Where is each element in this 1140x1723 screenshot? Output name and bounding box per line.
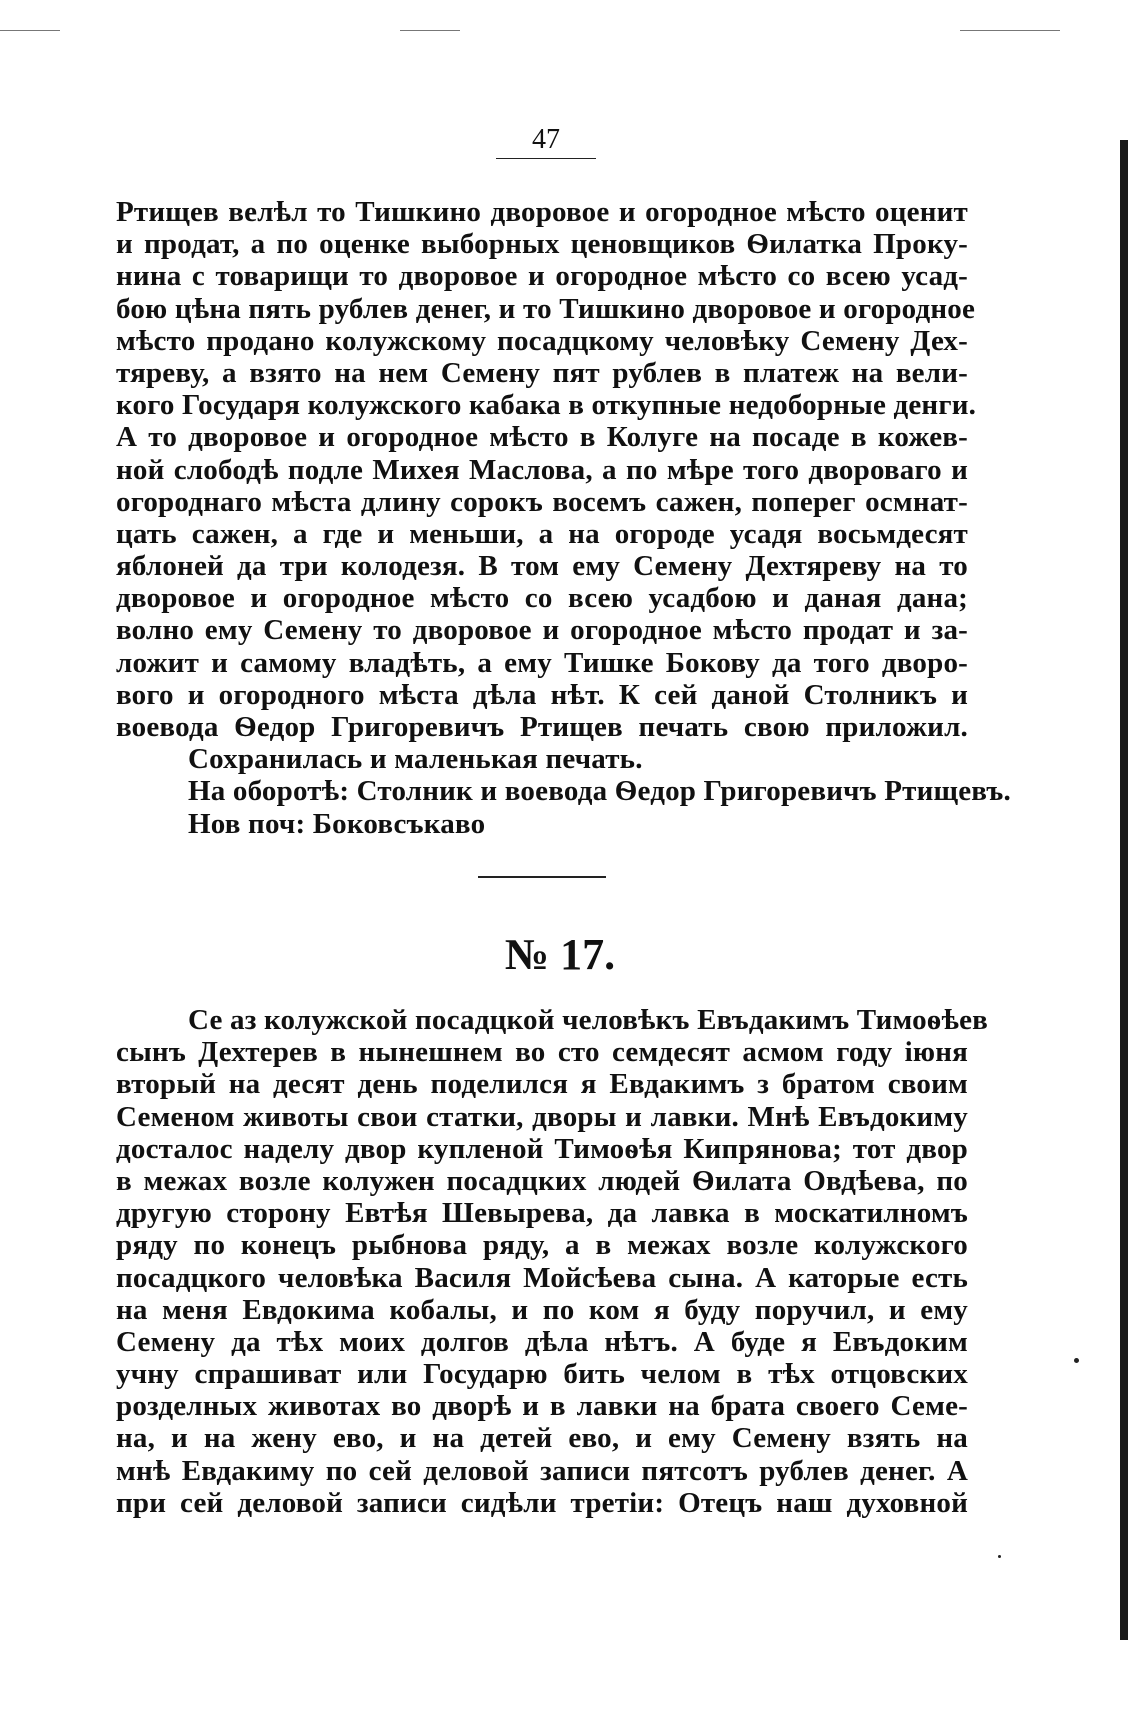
text-line: волно ему Семену то дворовое и огородное мѣсто продат и за- [116, 614, 968, 647]
text-line: вторый на десят день поделился я Евдакимъ з братом своим [116, 1068, 968, 1101]
note-line: Сохранилась и маленькая печать. [188, 743, 643, 776]
text-line: досталос наделу двор купленой Тимоѳѣя Кипрянова; тот двор [116, 1132, 968, 1165]
text-line: на меня Евдокима кобалы, и по ком я буду поручил, и ему [116, 1293, 968, 1326]
note-line: На оборотѣ: Столник и воевода Ѳедор Григоревичъ Ртищевъ. [188, 775, 1011, 808]
text-line: яблоней да три колодезя. В том ему Семену Дехтяреву на то [116, 550, 968, 583]
scan-edge-mark [960, 30, 1060, 31]
text-line: тяреву, а взято на нем Семену пят рублев в платеж на вели- [116, 356, 968, 389]
text-line: кого Государя колужского кабака в откупные недоборные денги. [116, 389, 977, 422]
text-line: мнѣ Евдакиму по сей деловой записи пятсотъ рублев денег. А [116, 1454, 968, 1487]
text-line: Семену да тѣх моих долгов дѣла нѣтъ. А буде я Евъдоким [116, 1325, 968, 1358]
text-line: бою цѣна пять рублев денег, и то Тишкино дворовое и огородное [116, 292, 976, 325]
section-divider [478, 876, 606, 878]
text-line: посадцкого человѣка Василя Мойсѣева сына. А каторые есть [116, 1261, 968, 1294]
text-line: в межах возле колужен посадцких людей Ѳилата Овдѣева, по [116, 1164, 968, 1197]
text-line: розделных животах во дворѣ и в лавки на брата своего Семе- [116, 1390, 968, 1423]
page-edge-shadow [1120, 140, 1128, 1640]
scan-edge-mark [400, 30, 460, 31]
text-line: вого и огородного мѣста дѣла нѣт. К сей даной Столникъ и [116, 678, 968, 711]
text-line: нина с товарищи то дворовое и огородное мѣсто со всею усад- [116, 260, 968, 293]
section-1-body [116, 196, 1011, 840]
text-line: ряду по конецъ рыбнова ряду, а в межах возле колужского [116, 1229, 968, 1262]
text-line: цать сажен, а где и меньши, а на огороде усадя восьмдесят [116, 517, 968, 550]
scan-edge-mark [0, 30, 60, 31]
text-line: на, и на жену ево, и на детей ево, и ему Семену взять на [116, 1422, 968, 1455]
text-line: дворовое и огородное мѣсто со всею усадбою и даная дана; [116, 582, 968, 615]
text-line: другую сторону Евтѣя Шевырева, да лавка в москатилномъ [116, 1197, 968, 1230]
text-line: огороднаго мѣста длину сорокъ восемъ сажен, поперег осмнат- [116, 485, 968, 518]
text-line: и продат, а по оценке выборных ценовщиков Ѳилатка Проку- [116, 228, 968, 261]
page-number: 47 [496, 124, 596, 159]
text-line: при сей деловой записи сидѣли третіи: Отецъ наш духовной [116, 1486, 968, 1519]
text-line: Семеном животы свои статки, дворы и лавки. Мнѣ Евъдокиму [116, 1100, 968, 1133]
note-line: Нов поч: Боковсъкаво [188, 807, 486, 840]
text-line: ной слободѣ подле Михея Маслова, а по мѣре того двороваго и [116, 453, 968, 486]
text-line: учну спрашиват или Государю бить челом в тѣх отцовских [116, 1358, 968, 1391]
document-number-heading: № 17. [504, 930, 616, 979]
text-line: сынъ Дехтерев в нынешнем во сто семдесят асмом году іюня [116, 1036, 968, 1069]
scan-speck [1074, 1358, 1079, 1363]
text-line: ложит и самому владѣть, а ему Тишке Бокову да того дворо- [116, 646, 968, 679]
text-line: А то дворовое и огородное мѣсто в Колуге на посаде в кожев- [116, 421, 968, 454]
text-line: воевода Ѳедор Григоревичъ Ртищев печать свою приложил. [116, 711, 968, 743]
text-line: Се аз колужской посадцкой человѣкъ Евъдакимъ Тимоѳѣев [188, 1004, 989, 1036]
text-line: мѣсто продано колужскому посадцкому человѣку Семену Дех- [116, 324, 968, 357]
section-2-body [116, 1004, 989, 1519]
scan-speck [998, 1555, 1001, 1558]
text-line: Ртищев велѣл то Тишкино дворовое и огородное мѣсто оценит [116, 196, 968, 228]
